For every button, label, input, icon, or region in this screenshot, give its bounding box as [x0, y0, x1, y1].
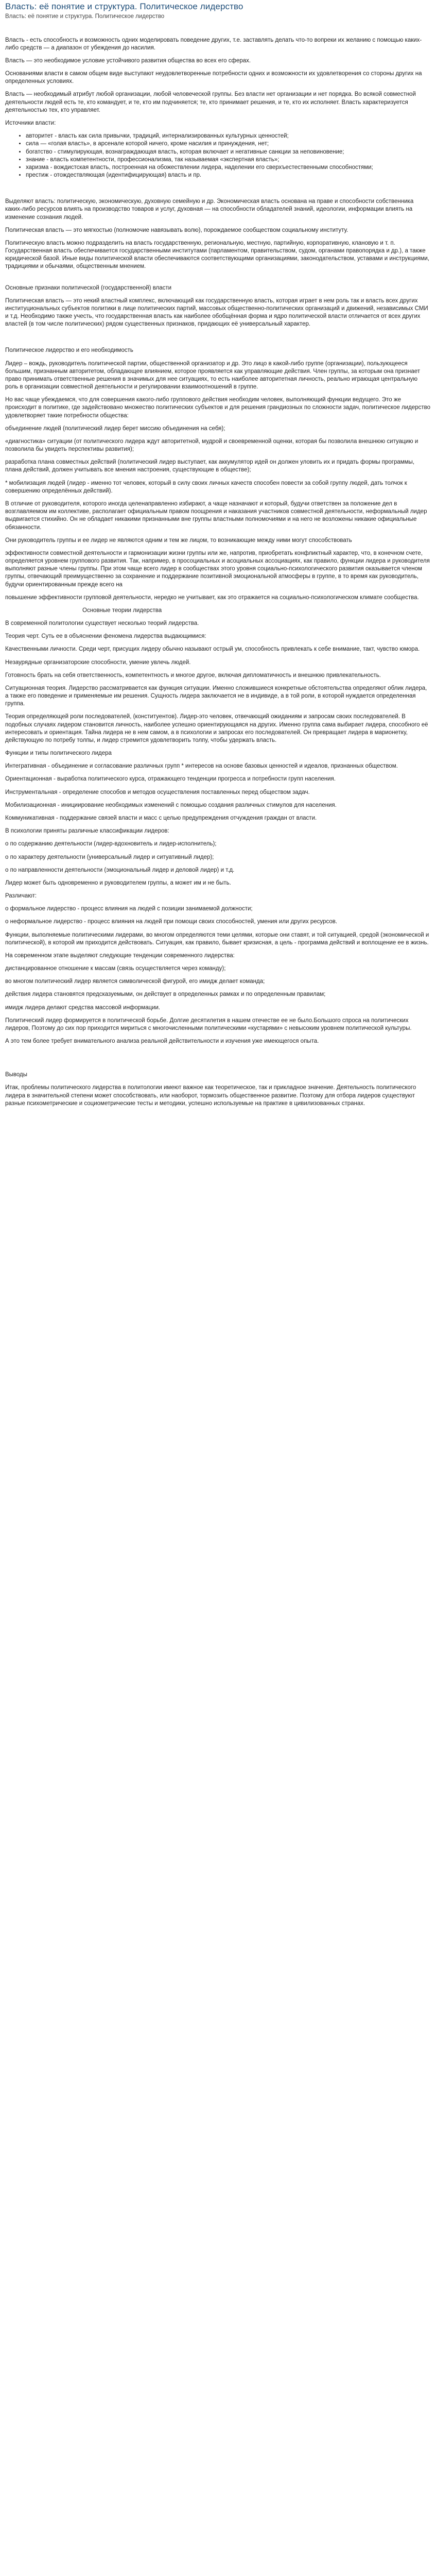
list-item: • сила — «голая власть», в арсенале которой ничего, кроме насилия и принуждения, нет; — [26, 140, 431, 148]
paragraph: о по содержанию деятельности (лидер-вдохновитель и лидер-исполнитель); — [5, 841, 217, 848]
spacer — [5, 276, 431, 284]
paragraph: Функции и типы политического лидера — [5, 750, 112, 757]
paragraph: Интегративная - объединение и согласование различных групп * интересов на основе базовых ценностей и идеалов, признанных обществом. — [5, 763, 398, 770]
list-item: • авторитет - власть как сила привычки, традиций, интернализированных культурных ценностей; — [26, 132, 431, 140]
list-item: • харизма - вождистская власть, построенная на обожествлении лидера, наделении его сверхъестественными способностями; — [26, 164, 431, 172]
list-item: • престиж - отождествляющая (идентифицирующая) власть и пр. — [26, 172, 431, 179]
paragraph: Теория черт. Суть ее в объяснении феномена лидерства выдающимися: — [5, 633, 206, 640]
page-subtitle: Власть: её понятие и структура. Политическое лидерство — [5, 13, 165, 20]
state-power-section — [5, 284, 431, 329]
paragraph: Различают: — [5, 893, 37, 900]
paragraph: о неформальное лидерство - процесс влияния на людей при помощи своих способностей, умения или других ресурсов. — [5, 919, 338, 925]
paragraph: Мобилизационная - инициирование необходимых изменений с помощью создания различных стимулов для населения. — [5, 802, 337, 808]
spacer — [5, 1050, 431, 1071]
paragraph: Власть - есть способность и возможность одних моделировать поведение других, т.е. заставлять делать что-то вопреки их желанию с помощью каких-либо средств — а диапазон от убеждения до насилия. — [5, 37, 422, 51]
paragraph: разработка плана совместных действий (политический лидер выступает, как аккумулятор идей он должен уловить их и придать формы программы, плана действий, должен учитывать все мнения настроения, существующие в обществе); — [5, 459, 415, 473]
paragraph: Итак, проблемы политического лидерства в политологии имеют важное как теоретическое, так и прикладное значение. Деятельность политического лидера в значительной степени может способствовать, или наоборот, тормозить общественное развитие. Поэтому для отбора лидеров существуют разные психометрические и социометрические тесты и методики, успешно используемые на практике в цивилизованных странах. — [5, 1084, 416, 1107]
paragraph: Они руководитель группы и ее лидер не являются одним и тем же лицом, то возникающие между ними могут способствовать — [5, 537, 352, 544]
theories-section — [5, 620, 431, 1045]
paragraph: Политический лидер формируется в политической борьбе. Долгие десятилетия в нашем отечестве ее не было.Большого спроса на политических лидеров, Поэтому до сих пор приходится мириться с многочисленными политическими «кустарями» с невысоким уровнем политической культуры. — [5, 1017, 412, 1031]
paragraph: * мобилизация людей (лидер - именно тот человек, который в силу своих личных качеств способен повести за собой группу людей, дать толчок к совершению определённых действий). — [5, 480, 407, 494]
spacer — [5, 184, 431, 198]
paragraph: В психологии приняты различные классификации лидеров: — [5, 828, 169, 835]
paragraph: Готовность брать на себя ответственность, компетентность и многое другое, включая дипломатичность и внешнюю привлекательность. — [5, 672, 381, 679]
paragraph: Ориентационная - выработка политического курса, отражающего тенденции прогресса и потребности групп населения. — [5, 776, 336, 783]
paragraph: Незаурядные организаторские способности, умение увлечь людей. — [5, 659, 191, 666]
paragraph: эффективности совместной деятельности и гармонизации жизни группы или же, напротив, приобретать конфликтный характер, что, в конечном счете, определяется уровнем группового развития. Так, например, в просоциальных и асоциальных ассоциациях, как правило, функции лидера и руководителя выполняют разные члены группы. При этом чаще всего лидер в сообществах этого уровня социально-психологического развития оказывается членом группы, отвечающий преимущественно за сохранение и поддержание позитивной эмоциональной атмосферы в группе, в то время как руководитель, будучи ориентированным прежде всего на — [5, 550, 430, 588]
paragraph: Лидер может быть одновременно и руководителем группы, а может им и не быть. — [5, 879, 231, 886]
list-item: • знание - власть компетентности, профессионализма, так называемая «экспертная власть»; — [26, 156, 431, 164]
conclusion-section — [5, 1084, 431, 1108]
power-sources-list — [5, 132, 431, 179]
paragraph: Власть — это необходимое условие устойчивого развития общества во всех его сферах. — [5, 57, 251, 64]
spacer — [5, 28, 431, 37]
page-title: Власть: её понятие и структура. Политическое лидерство — [5, 2, 243, 11]
paragraph: о формальное лидерство - процесс влияния на людей с позиции занимаемой должности; — [5, 906, 253, 912]
paragraph: Коммуникативная - поддержание связей власти и масс с целью предупреждения отчуждения граждан от власти. — [5, 815, 317, 821]
paragraph: В современной политологии существует несколько теорий лидерства. — [5, 620, 199, 627]
paragraph: Качественными личности. Среди черт, присущих лидеру обычно называют острый ум, способность привлекать к себе внимание, такт, чувство юмора. — [5, 646, 420, 653]
theory-heading: Основные теории лидерства — [82, 607, 162, 614]
paragraph: Основаниями власти в самом общем виде выступают неудовлетворенные потребности одних и возможности их удовлетворения со стороны других на определенных условиях. — [5, 71, 422, 85]
spacer — [5, 333, 431, 347]
paragraph: Власть — необходимый атрибут любой организации, любой человеческой группы. Без власти нет организации и нет порядка. Во всякой совместной деятельности людей есть те, кто командует, и те, кто им подчиняется; те, кто принимает решения, и те, кто их исполняет. Власть характеризуется деятельностью тех, кто управляет. — [5, 91, 416, 113]
paragraph: В отличие от руководителя, которого иногда целенаправленно избирают, а чаще назначают и который, будучи ответствен за положение дел в возглавляемом им коллективе, располагает официальным правом поощрения и наказания участников совместной деятельности, неформальный лидер выдвигается стихийно. Он не обладает никакими признанными вне группы властными полномочиями и на него не возложены никакие официальные обязанности. — [5, 501, 427, 531]
leadership-section — [5, 360, 431, 602]
paragraph: объединение людей (политический лидер берет миссию объединения на себя); — [5, 425, 225, 432]
paragraph: повышение эффективности групповой деятельности, нередко не учитывает, как это отражается на социально-психологическом климате сообщества. — [5, 594, 419, 601]
paragraph: Политическая власть — это некий властный комплекс, включающий как государственную власть, которая играет в нем роль так и власть всех других институциональных субъектов политики в лице политических партий, массовых общественно-политических организаций и движений, независимых СМИ и т.д. Необходимо также учесть, что государственная власть как наиболее обобщённая форма и ядро политической власти отличается от всех других властей (в том числе политических) рядом существенных признаков, придающих её универсальный характер. — [5, 297, 428, 328]
paragraph: Функции, выполняемые политическими лидерами, во многом определяются теми целями, которые они ставят, и той ситуацией, средой (экономической и политической), в которой им приходится действовать. Ситуация, как правило, бывает кризисная, а цель - программа действий и воплощение ее в жизнь. — [5, 931, 429, 946]
paragraph: о по характеру деятельности (универсальный лидер и ситуативный лидер); — [5, 854, 214, 860]
paragraph: Инструментальная - определение способов и методов осуществления поставленных перед обществом задач. — [5, 789, 310, 795]
intro-section — [5, 37, 431, 128]
paragraph: Но вас чаще убеждаемся, что для совершения какого-либо группового действия необходим человек, выполняющий функции ведущего. Это же происходит в политике, где задействовано множество политических субъектов и для решения грандиозных по сложности задач, политическое лидерство удовлетворяет такие потребности общества: — [5, 397, 431, 419]
paragraph: Основные признаки политической (государственной) власти — [5, 284, 172, 291]
paragraph: А это тем более требует внимательного анализа реальной действительности и изучения уже имеющегося опыта. — [5, 1038, 319, 1045]
list-item: • богатство - стимулирующая, вознаграждающая власть, которая включает и негативные санкции за неповиновение; — [26, 148, 431, 156]
paragraph: имидж лидера делают средства массовой информации. — [5, 1004, 161, 1011]
paragraph: дистанцированное отношение к массам (связь осуществляется через команду); — [5, 965, 226, 972]
paragraph: Лидер – вождь, руководитель политической партии, общественной организатор и др. Это лицо в какой-либо группе (организации), пользующееся большим, признанным авторитетом, обладающее влиянием, которое проявляется как управляющие действия. Член группы, за которым она признает право принимать ответственные решения в значимых для нее ситуациях, то есть наиболее авторитетная личность, реально играющая центральную роль в организации совместной деятельности и регулировании взаимоотношений в группе. — [5, 360, 421, 391]
paragraph: Выделяют власть: политическую, экономическую, духовную семейную и др. Экономическая власть основана на праве и способности собственника каких-либо ресурсов влиять на производство товаров и услуг, духовная — на способности обладателей знаний, идеологии, информации влиять на изменение сознания людей. — [5, 198, 414, 221]
document-page — [0, 0, 436, 1117]
power-types-section — [5, 198, 431, 270]
paragraph: Теория определяющей роли последователей, (конституентов). Лидер-это человек, отвечающий ожиданиям и запросам своих последователей. В подобных случаях лидером становится личность, наиболее успешно ориентирующаяся на других. Именно группа сама выбирает лидера, способного её интересовать и ориентация. Тайна лидера не в нем самом, а в психологии и запросах его последователей. Он превращает лидера в марионетку, действующую по потребу толпы, и лидер стремится удовлетворить толпу, чтобы удержать власть. — [5, 714, 428, 743]
paragraph: Ситуационная теория. Лидерство рассматривается как функция ситуации. Именно сложившиеся конкретные обстоятельства определяют облик лидера, а также его поведение и применяемые им решения. Сущность лидера заключается не в индивиде, а в той роли, в которой нуждается определенная группа. — [5, 685, 427, 707]
conclusion-heading: Выводы — [5, 1072, 28, 1078]
paragraph: «диагностика» ситуации (от политического лидера ждут авторитетной, мудрой и своевременной оценки, которая бы позволила внешнюю ситуацию и позволила бы увидеть перспективы развития); — [5, 438, 418, 453]
paragraph: Источники власти: — [5, 120, 56, 126]
paragraph: действия лидера становятся предсказуемыми, он действует в определенных рамках и по определенным правилам; — [5, 991, 326, 998]
paragraph: Политическая власть — это мягкостью (полномочие навязывать волю), порождаемое сообществом социальному институту. — [5, 227, 348, 233]
paragraph: Политическую власть можно подразделить на власть государственную, региональную, местную, партийную, корпоративную, клановую и т. п. Государственная власть обеспечивается государственными институтами (парламентом, правительством, судом, органами правопорядка и др.), а также юридической базой. Иные виды политической власти обеспечиваются соответствующими организациями, законодательством, уставами и инструкциями, традициями и обычаями, общественным мнением. — [5, 240, 429, 270]
paragraph: На современном этапе выделяют следующие тенденции современного лидерства: — [5, 952, 235, 959]
paragraph: о по направленности деятельности (эмоциональный лидер и деловой лидер) и т.д. — [5, 867, 235, 873]
leadership-heading: Политическое лидерство и его необходимость — [5, 347, 133, 354]
paragraph: во многом политический лидер является символической фигурой, его имидж делает команда; — [5, 978, 265, 985]
